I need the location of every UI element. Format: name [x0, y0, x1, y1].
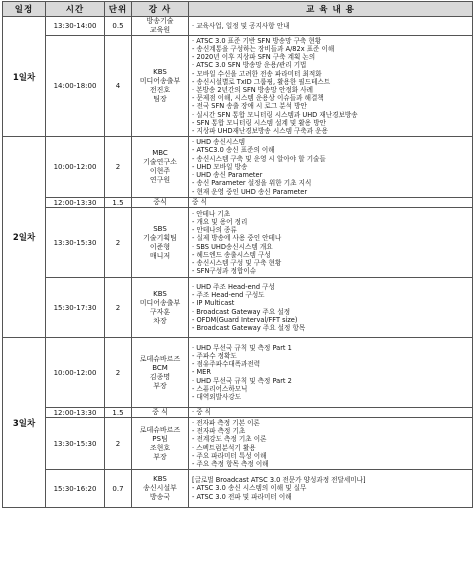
content-line: - Broadcast Gateway 주요 설정 항목: [192, 323, 306, 332]
lecturer-line: 연구원: [149, 176, 171, 184]
lecturer-line: 방송국: [149, 493, 171, 501]
lecturer-line: 이현주: [149, 167, 171, 175]
header-day: 일정: [3, 2, 46, 17]
content-line: - 송신시스템 구축 및 운영 시 알아야 할 기술들: [192, 154, 326, 163]
content-line: · UHD 무선국 규칙 및 측정 Part 2: [192, 376, 292, 385]
day-label: 3일차: [3, 338, 46, 508]
table-row: [3, 338, 473, 408]
content-line: · ATSC 3.0 표준 기반 SFN 방송망 구축 현황: [192, 36, 322, 45]
lecturer-line: 구자훈: [149, 307, 171, 316]
lecturer-line: 미디어송출부: [139, 77, 181, 85]
lecturer-cell: [132, 470, 189, 508]
lecturer-cell: [132, 278, 189, 338]
unit-cell: 2: [105, 278, 132, 338]
time-cell: 13:30-15:30: [46, 208, 105, 278]
content-line: - MER: [192, 368, 211, 377]
content-line: - 송신시설별로 TxID 그룹핑, 활용한 필드테스트: [192, 77, 331, 86]
content-line: - 모바일 수신을 고려한 전송 파라미터 최적화: [192, 69, 322, 78]
content-line: · 안테나 기초: [192, 209, 231, 218]
content-cell: [189, 278, 473, 338]
lecturer-line: 방송기술: [146, 17, 174, 25]
unit-cell: 0.5: [105, 17, 132, 36]
lecturer-line: 로데슈바르즈: [139, 354, 181, 363]
content-cell: [189, 137, 473, 198]
header-content: 교 육 내 용: [189, 2, 473, 17]
time-cell: 15:30-17:30: [46, 278, 105, 338]
content-line: - 문제점 이해, 시스템 운용상 이슈들과 해결책: [192, 94, 324, 103]
lecturer-line: 김종명: [149, 372, 171, 381]
lecturer-line: 부장: [153, 381, 167, 390]
content-line: - 전계강도 측정 기초 이론: [192, 435, 267, 444]
lecturer-line: 송신시설부: [143, 484, 177, 492]
content-line: - 전국 SFN 송출 장애 시 로그 분석 방안: [192, 102, 307, 111]
content-line: · ATSC 3.0 SFN 방송망 운용/관리 기법: [192, 61, 307, 70]
unit-cell: 2: [105, 338, 132, 408]
unit-cell: 1.5: [105, 408, 132, 418]
content-line: - OFDM(Guard Interval/FFT size): [192, 315, 298, 324]
content-line: - 송신계통을 구성하는 장비들과 A/82x 표준 이해: [192, 44, 335, 53]
content-cell: [189, 17, 473, 36]
content-line: · 교육사업, 일정 및 공지사항 안내: [192, 21, 290, 30]
content-line: - ATSC 3.0 전파 및 파라미터 이해: [192, 492, 292, 501]
content-line: - 실제 방송에 사용 중인 안테나: [192, 234, 282, 243]
content-line: - 송신 Parameter 설정을 위한 기초 지식: [192, 179, 312, 188]
content-line: - 송신시스템 구성 및 구축 현황: [192, 258, 282, 267]
lecturer-line: KBS: [153, 289, 167, 298]
lecturer-line: 조현호: [149, 443, 171, 452]
content-cell: [189, 198, 473, 208]
time-cell: 13:30-14:00: [46, 17, 105, 36]
table-row: [3, 278, 473, 338]
content-cell: [189, 36, 473, 137]
lecturer-cell: [132, 418, 189, 470]
lecturer-cell: [132, 36, 189, 137]
content-line: - 현재 운영 중인 UHD 송신 Parameter: [192, 187, 308, 196]
time-cell: 12:00-13:30: [46, 408, 105, 418]
content-line: - 전자파 측정 기초: [192, 427, 246, 436]
table-header-row: [3, 2, 473, 17]
content-line: - 주요 파라미터 특성 이해: [192, 451, 267, 460]
content-line: - 주요 측정 항목 측정 이해: [192, 459, 269, 468]
content-line: - ATSC 3.0 송신 시스템의 이해 및 실무: [192, 484, 307, 493]
header-time: 시간: [46, 2, 105, 17]
lecturer-line: 로데슈바르즈: [139, 425, 181, 434]
content-line: - 안테나의 종류: [192, 226, 237, 235]
content-line: - 2020년 이후 지상파 SFN 구축 계획 논의: [192, 53, 316, 62]
lecturer-cell: 중 식: [132, 408, 189, 418]
content-line: · UHD 무선국 규칙 및 측정 Part 1: [192, 343, 292, 352]
table-row: [3, 408, 473, 418]
content-line: · 스펙트럼분석기 활용: [192, 443, 256, 452]
content-line: · UHD 송신시스템: [192, 138, 245, 147]
lecturer-line: KBS: [153, 475, 167, 483]
content-line: · 실시간 SFN 통합 모니터링 시스템과 UHD 재난경보방송: [192, 110, 358, 119]
content-line: - SFN구성과 정합이슈: [192, 267, 257, 276]
content-line: - 스퓨리어스하모닉: [192, 384, 248, 393]
lecturer-line: 전진호: [149, 86, 171, 94]
table-row: [3, 137, 473, 198]
time-cell: 12:00-13:30: [46, 198, 105, 208]
content-line: - ATSC3.0 송신 표준의 이해: [192, 146, 275, 155]
lecturer-line: KBS: [153, 68, 167, 76]
lecturer-line: PS팀: [152, 434, 168, 443]
content-cell: [189, 470, 473, 508]
lecturer-line: 매니저: [149, 251, 171, 260]
content-cell: [189, 408, 473, 418]
lecturer-line: 이준형: [149, 242, 171, 251]
content-cell: [189, 418, 473, 470]
lecturer-line: MBC: [152, 149, 168, 157]
content-line: - 지상파 UHD재난경보방송 시스템 구축과 운용: [192, 127, 329, 136]
lecturer-line: SBS: [153, 224, 167, 233]
unit-cell: 0.7: [105, 470, 132, 508]
content-line: · SBS UHD송신시스템 개요: [192, 242, 273, 251]
content-line: · 중 식: [192, 408, 212, 417]
table-row: [3, 208, 473, 278]
content-line: - 헤드엔드 송출시스템 구성: [192, 250, 271, 259]
lecturer-cell: 중식: [132, 198, 189, 208]
content-line: · 전자파 측정 기본 이론: [192, 418, 260, 427]
unit-cell: 2: [105, 208, 132, 278]
content-line: · Broadcast Gateway 주요 설정: [192, 307, 291, 316]
lecturer-line: 부장: [153, 452, 167, 461]
unit-cell: 2: [105, 418, 132, 470]
lecturer-line: 차장: [153, 316, 167, 325]
time-cell: 10:00-12:00: [46, 137, 105, 198]
content-line: - UHD 모바일 방송: [192, 162, 248, 171]
unit-cell: 2: [105, 137, 132, 198]
lecturer-line: 기술연구소: [143, 158, 177, 166]
content-line: - 개요 및 용어 정리: [192, 217, 248, 226]
content-line: 중 식: [192, 198, 207, 207]
table-row: [3, 17, 473, 36]
lecturer-line: BCM: [152, 363, 168, 372]
lecturer-line: 기술기획팀: [143, 233, 177, 242]
content-line: [글로벌 Broadcast ATSC 3.0 전문가 양성과정 전달세미나]: [192, 476, 366, 485]
content-cell: [189, 208, 473, 278]
time-cell: 15:30-16:20: [46, 470, 105, 508]
lecturer-cell: [132, 137, 189, 198]
content-line: - SFN 통합 모니터링 시스템 설계 및 활용 방안: [192, 118, 326, 127]
lecturer-cell: [132, 338, 189, 408]
unit-cell: 4: [105, 36, 132, 137]
lecturer-line: 팀장: [153, 95, 167, 103]
header-lecturer: 강 사: [132, 2, 189, 17]
header-unit: 단위: [105, 2, 132, 17]
lecturer-line: 미디어송출부: [139, 298, 181, 307]
time-cell: 10:00-12:00: [46, 338, 105, 408]
day-label: 1일차: [3, 17, 46, 137]
table-row: [3, 418, 473, 470]
curriculum-table: [2, 1, 473, 508]
content-line: - 점유주파수대폭과전력: [192, 360, 261, 369]
content-line: - IP Multicast: [192, 299, 235, 308]
table-row: [3, 198, 473, 208]
lecturer-cell: [132, 17, 189, 36]
unit-cell: 1.5: [105, 198, 132, 208]
content-line: · UHD 송신 Parameter: [192, 171, 263, 180]
table-row: [3, 36, 473, 137]
content-line: · 본방송 2년간의 SFN 방송망 안정화 사례: [192, 86, 313, 94]
table-row: [3, 470, 473, 508]
content-line: · UHD 주조 Head-end 구성: [192, 282, 275, 291]
lecturer-line: 교육원: [149, 26, 171, 34]
day-label: 2일차: [3, 137, 46, 338]
lecturer-cell: [132, 208, 189, 278]
time-cell: 13:30-15:30: [46, 418, 105, 470]
content-line: - 주조 Head-end 구성도: [192, 291, 265, 300]
content-line: - 대역외발사강도: [192, 393, 242, 401]
time-cell: 14:00-18:00: [46, 36, 105, 137]
content-line: - 주파수 정확도: [192, 351, 237, 360]
content-cell: [189, 338, 473, 408]
